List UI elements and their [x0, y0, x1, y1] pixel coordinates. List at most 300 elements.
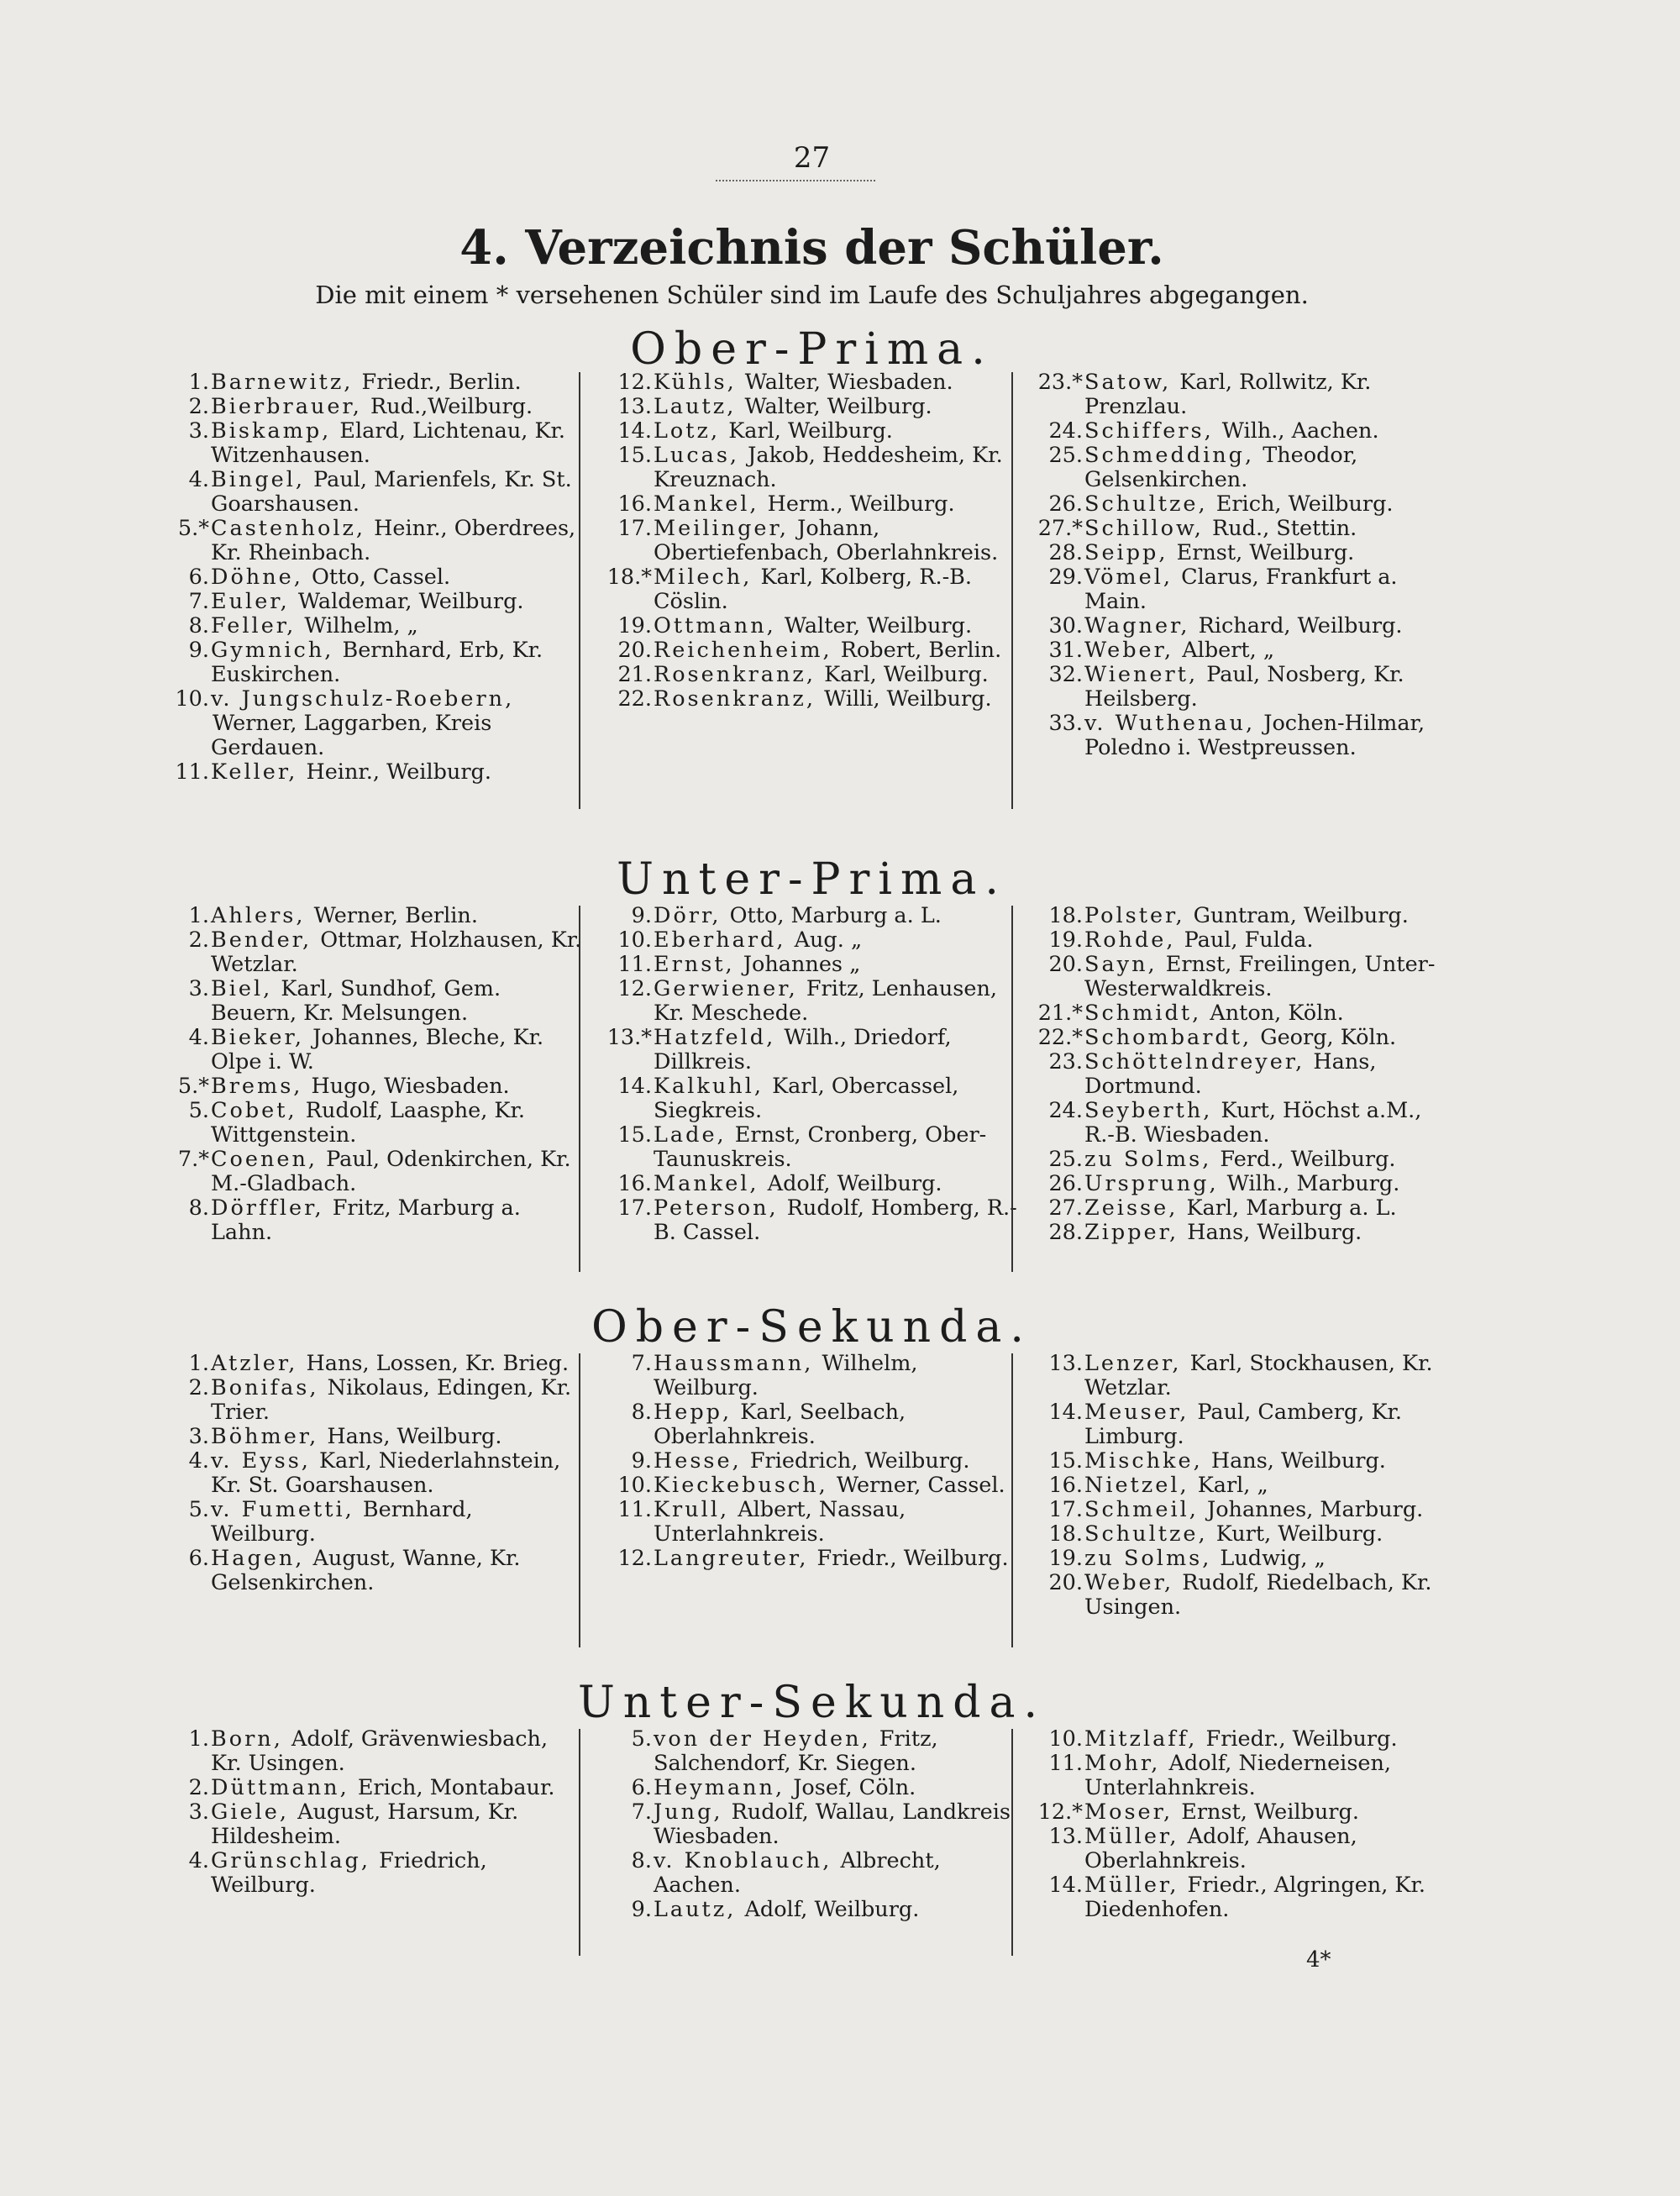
student-details: Karl, Weilburg. — [728, 418, 893, 444]
student-details: Wilh., Driedorf, Dillkreis. — [654, 1025, 952, 1074]
entry-number: 20. — [617, 638, 652, 663]
student-surname: Langreuter, — [654, 1546, 809, 1571]
entry-number: 30. — [1048, 613, 1083, 638]
student-entry — [1029, 1026, 1457, 1050]
student-entry — [598, 1449, 1026, 1474]
student-entry — [1029, 1571, 1457, 1620]
student-surname: Krull, — [654, 1497, 730, 1522]
student-details: Waldemar, Weilburg. — [297, 589, 524, 614]
entry-number: 23. — [1048, 1049, 1083, 1074]
student-surname: Meuser, — [1084, 1400, 1189, 1425]
student-details: Werner, Laggarben, Kreis Gerdauen. — [211, 711, 492, 760]
student-entry — [1029, 1099, 1457, 1148]
student-details: Kurt, Höchst a.M., R.-B. Wiesbaden. — [1084, 1098, 1422, 1148]
student-details: Karl, Seelbach, Oberlahnkreis. — [654, 1400, 906, 1449]
student-details: Werner, Berlin. — [313, 903, 478, 928]
entry-number: 22. — [617, 686, 652, 712]
student-surname: Rosenkranz, — [654, 662, 816, 687]
entry-number: 12. — [617, 370, 652, 395]
student-surname: Coenen, — [211, 1147, 318, 1172]
student-entry — [155, 614, 584, 638]
student-entry — [1029, 1474, 1457, 1498]
student-entry — [155, 1849, 584, 1898]
unter-sekunda-column-1 — [155, 1727, 584, 1898]
student-details: Karl, Rollwitz, Kr. Prenzlau. — [1084, 370, 1372, 419]
student-details: Kurt, Weilburg. — [1215, 1521, 1383, 1547]
student-details: Karl, „ — [1197, 1473, 1268, 1498]
student-details: Hugo, Wiesbaden. — [311, 1074, 510, 1099]
entry-number: 6. — [188, 1546, 209, 1571]
entry-number: 22.* — [1037, 1025, 1083, 1050]
student-details: Josef, Cöln. — [793, 1775, 916, 1800]
entry-number: 21. — [617, 662, 652, 687]
entry-number: 17. — [617, 1195, 652, 1221]
student-details: Paul, Nosberg, Kr. Heilsberg. — [1084, 662, 1404, 712]
student-surname: Ottmann, — [654, 613, 776, 638]
student-details: Johann, Obertiefenbach, Oberlahnkreis. — [654, 516, 999, 565]
student-details: Johannes „ — [743, 952, 861, 977]
entry-number: 11. — [617, 1497, 652, 1522]
entry-number: 26. — [1048, 1171, 1083, 1196]
student-details: Johannes, Marburg. — [1206, 1497, 1424, 1522]
entry-number: 10. — [617, 927, 652, 953]
student-details: Fritz, Salchendorf, Kr. Siegen. — [654, 1726, 938, 1776]
entry-number: 10. — [1048, 1726, 1083, 1752]
section-heading-unter-prima: Unter-Prima. — [617, 854, 1007, 905]
student-surname: Müller, — [1084, 1824, 1179, 1849]
entry-number: 25. — [1048, 1147, 1083, 1172]
entry-number: 4. — [188, 1448, 209, 1474]
student-details: Ernst, Cronberg, Ober-Taunuskreis. — [654, 1122, 987, 1172]
student-details: Werner, Cassel. — [836, 1473, 1005, 1498]
student-surname: Schombardt, — [1084, 1025, 1252, 1050]
entry-number: 32. — [1048, 662, 1083, 687]
entry-number: 11. — [175, 759, 209, 785]
student-entry — [1029, 565, 1457, 614]
student-surname: Wienert, — [1084, 662, 1199, 687]
entry-number: 18.* — [606, 565, 652, 590]
student-details: Rudolf, Riedelbach, Kr. Usingen. — [1084, 1570, 1432, 1620]
student-entry — [598, 663, 1026, 687]
student-details: Karl, Weilburg. — [824, 662, 989, 687]
student-surname: Peterson, — [654, 1195, 779, 1221]
entry-number: 7. — [188, 589, 209, 614]
student-entry — [598, 1898, 1026, 1922]
student-surname: Sayn, — [1084, 952, 1158, 977]
student-surname: v. Wuthenau, — [1084, 711, 1256, 736]
student-entry — [155, 1026, 584, 1074]
entry-number: 14. — [1048, 1873, 1083, 1898]
entry-number: 24. — [1048, 1098, 1083, 1123]
student-surname: Milech, — [654, 565, 753, 590]
column-divider — [1011, 1729, 1013, 1956]
student-surname: Euler, — [211, 589, 290, 614]
student-entry — [598, 928, 1026, 953]
student-entry — [155, 1074, 584, 1099]
entry-number: 13. — [617, 394, 652, 419]
student-surname: Hesse, — [654, 1448, 742, 1474]
student-surname: Hatzfeld, — [654, 1025, 776, 1050]
student-surname: Jung, — [654, 1799, 723, 1825]
student-surname: Dörffler, — [211, 1195, 324, 1221]
student-details: Ernst, Weilburg. — [1176, 540, 1355, 565]
student-surname: v. Knoblauch, — [654, 1848, 832, 1873]
student-details: Johannes, Bleche, Kr. Olpe i. W. — [211, 1025, 544, 1074]
column-divider — [1011, 1353, 1013, 1647]
entry-number: 2. — [188, 927, 209, 953]
entry-number: 15. — [617, 1122, 652, 1148]
student-entry — [155, 760, 584, 785]
student-details: Robert, Berlin. — [840, 638, 1002, 663]
student-entry — [598, 1849, 1026, 1898]
student-details: Friedr., Berlin. — [361, 370, 522, 395]
entry-number: 13. — [1048, 1824, 1083, 1849]
student-details: August, Harsum, Kr. Hildesheim. — [211, 1799, 519, 1849]
entry-number: 25. — [1048, 443, 1083, 468]
student-entry — [155, 1547, 584, 1595]
student-surname: Mankel, — [654, 491, 759, 517]
student-details: Guntram, Weilburg. — [1193, 903, 1409, 928]
student-entry — [155, 687, 584, 760]
student-entry — [155, 419, 584, 468]
student-details: Nikolaus, Edingen, Kr. Trier. — [211, 1375, 572, 1425]
student-details: Wilhelm, „ — [304, 613, 418, 638]
student-details: Hans, Weilburg. — [327, 1424, 502, 1449]
column-divider — [1011, 372, 1013, 809]
student-entry — [1029, 904, 1457, 928]
entry-number: 18. — [1048, 903, 1083, 928]
student-entry — [155, 1776, 584, 1800]
student-surname: Zeisse, — [1084, 1195, 1179, 1221]
column-divider — [1011, 906, 1013, 1272]
student-entry — [1029, 1547, 1457, 1571]
student-details: Walter, Weilburg. — [744, 394, 932, 419]
entry-number: 1. — [188, 903, 209, 928]
ober-sekunda-column-2 — [598, 1352, 1026, 1571]
student-surname: Lucas, — [654, 443, 740, 468]
student-details: Karl, Marburg a. L. — [1186, 1195, 1397, 1221]
entry-number: 33. — [1048, 711, 1083, 736]
student-details: Bernhard, Weilburg. — [211, 1497, 473, 1547]
student-entry — [598, 1074, 1026, 1123]
student-entry — [155, 977, 584, 1026]
entry-number: 3. — [188, 1799, 209, 1825]
column-divider — [579, 906, 580, 1272]
entry-number: 5.* — [177, 516, 209, 541]
entry-number: 5. — [188, 1098, 209, 1123]
student-details: Otto, Marburg a. L. — [729, 903, 942, 928]
student-surname: Schultze, — [1084, 491, 1208, 517]
entry-number: 6. — [188, 565, 209, 590]
student-details: Rudolf, Wallau, Landkreis Wiesbaden. — [654, 1799, 1011, 1849]
student-surname: Müller, — [1084, 1873, 1179, 1898]
ober-sekunda-column-1 — [155, 1352, 584, 1595]
student-surname: Bierbrauer, — [211, 394, 362, 419]
student-details: Karl, Stockhausen, Kr. Wetzlar. — [1084, 1351, 1433, 1400]
student-entry — [1029, 1172, 1457, 1196]
student-surname: Schöttelndreyer, — [1084, 1049, 1305, 1074]
student-entry — [1029, 444, 1457, 492]
student-surname: Giele, — [211, 1799, 289, 1825]
student-entry — [1029, 1752, 1457, 1800]
student-surname: Kalkuhl, — [654, 1074, 764, 1099]
entry-number: 7. — [631, 1351, 652, 1376]
student-details: Jakob, Heddesheim, Kr. Kreuznach. — [654, 443, 1003, 492]
student-surname: Düttmann, — [211, 1775, 349, 1800]
student-surname: Seipp, — [1084, 540, 1168, 565]
entry-number: 16. — [1048, 1473, 1083, 1498]
student-details: Karl, Sundhof, Gem. Beuern, Kr. Melsungen. — [211, 976, 501, 1026]
entry-number: 12.* — [1037, 1799, 1083, 1825]
unter-sekunda-column-2 — [598, 1727, 1026, 1922]
student-entry — [155, 1376, 584, 1425]
entry-number: 28. — [1048, 540, 1083, 565]
entry-number: 29. — [1048, 565, 1083, 590]
student-details: Hans, Dortmund. — [1084, 1049, 1377, 1099]
entry-number: 17. — [617, 516, 652, 541]
student-surname: Lautz, — [654, 394, 737, 419]
entry-number: 16. — [617, 491, 652, 517]
student-entry — [598, 977, 1026, 1026]
student-surname: Rohde, — [1084, 927, 1176, 953]
student-surname: Mischke, — [1084, 1448, 1203, 1474]
student-entry — [1029, 1352, 1457, 1400]
student-details: Rudolf, Homberg, R.-B. Cassel. — [654, 1195, 1017, 1245]
student-details: Jochen-Hilmar, Poledno i. Westpreussen. — [1084, 711, 1425, 760]
student-entry — [598, 1123, 1026, 1172]
student-details: Clarus, Frankfurt a. Main. — [1084, 565, 1398, 614]
student-entry — [598, 614, 1026, 638]
student-details: Ottmar, Holzhausen, Kr. Wetzlar. — [211, 927, 582, 977]
entry-number: 9. — [631, 1897, 652, 1922]
entry-number: 7. — [631, 1799, 652, 1825]
student-entry — [1029, 638, 1457, 663]
student-entry — [598, 419, 1026, 444]
student-entry — [155, 565, 584, 590]
student-entry — [598, 1400, 1026, 1449]
student-surname: Nietzel, — [1084, 1473, 1189, 1498]
entry-number: 1. — [188, 1351, 209, 1376]
section-heading-unter-sekunda: Unter-Sekunda. — [577, 1678, 1047, 1728]
section-heading-ober-prima: Ober-Prima. — [630, 324, 994, 375]
student-entry — [1029, 1522, 1457, 1547]
student-details: Albert, „ — [1182, 638, 1275, 663]
unter-sekunda-column-3 — [1029, 1727, 1457, 1922]
student-entry — [1029, 1050, 1457, 1099]
entry-number: 27. — [1048, 1195, 1083, 1221]
student-entry — [155, 1099, 584, 1148]
entry-number: 5.* — [177, 1074, 209, 1099]
student-entry — [155, 1727, 584, 1776]
student-details: Ludwig, „ — [1220, 1546, 1326, 1571]
entry-number: 5. — [188, 1497, 209, 1522]
entry-number: 15. — [617, 443, 652, 468]
entry-number: 1. — [188, 1726, 209, 1752]
student-surname: Barnewitz, — [211, 370, 354, 395]
student-details: Albert, Nassau, Unterlahnkreis. — [654, 1497, 906, 1547]
student-details: Albrecht, Aachen. — [654, 1848, 941, 1898]
student-surname: Brems, — [211, 1074, 303, 1099]
entry-number: 24. — [1048, 418, 1083, 444]
student-surname: Ursprung, — [1084, 1171, 1219, 1196]
student-entry — [598, 1352, 1026, 1400]
student-entry — [155, 468, 584, 517]
student-surname: Keller, — [211, 759, 298, 785]
student-entry — [598, 1776, 1026, 1800]
student-entry — [598, 1498, 1026, 1547]
entry-number: 14. — [617, 1074, 652, 1099]
entry-number: 12. — [617, 1546, 652, 1571]
entry-number: 4. — [188, 1025, 209, 1050]
entry-number: 11. — [1048, 1751, 1083, 1776]
student-details: Erich, Montabaur. — [357, 1775, 555, 1800]
entry-number: 2. — [188, 394, 209, 419]
student-surname: Bender, — [211, 927, 312, 953]
student-details: Paul, Odenkirchen, Kr. M.-Gladbach. — [211, 1147, 571, 1196]
entry-number: 2. — [188, 1775, 209, 1800]
student-entry — [1029, 928, 1457, 953]
student-entry — [155, 370, 584, 395]
student-entry — [1029, 492, 1457, 517]
student-surname: Satow, — [1084, 370, 1172, 395]
student-surname: Vömel, — [1084, 565, 1173, 590]
student-details: Erich, Weilburg. — [1215, 491, 1394, 517]
student-details: Heinr., Weilburg. — [306, 759, 491, 785]
student-entry — [155, 1800, 584, 1849]
student-details: Willi, Weilburg. — [824, 686, 992, 712]
student-entry — [598, 1172, 1026, 1196]
student-entry — [598, 904, 1026, 928]
entry-number: 8. — [188, 613, 209, 638]
student-entry — [155, 1425, 584, 1449]
student-entry — [1029, 712, 1457, 760]
student-entry — [598, 395, 1026, 419]
page-number: 27 — [793, 141, 831, 175]
entry-number: 12. — [617, 976, 652, 1001]
student-surname: zu Solms, — [1084, 1147, 1212, 1172]
student-entry — [155, 1449, 584, 1498]
student-entry — [598, 1026, 1026, 1074]
student-surname: Mankel, — [654, 1171, 759, 1196]
student-surname: v. Eyss, — [211, 1448, 311, 1474]
student-details: Wilh., Aachen. — [1221, 418, 1379, 444]
student-entry — [598, 638, 1026, 663]
student-details: Friedrich, Weilburg. — [211, 1848, 487, 1898]
student-details: Friedrich, Weilburg. — [749, 1448, 970, 1474]
ober-sekunda-column-3 — [1029, 1352, 1457, 1620]
student-entry — [598, 1547, 1026, 1571]
student-surname: Kühls, — [654, 370, 737, 395]
student-surname: Haussmann, — [654, 1351, 814, 1376]
entry-number: 3. — [188, 976, 209, 1001]
student-details: Adolf, Grävenwiesbach, Kr. Usingen. — [211, 1726, 549, 1776]
student-surname: Lautz, — [654, 1897, 737, 1922]
student-details: Elard, Lichtenau, Kr. Witzenhausen. — [211, 418, 565, 468]
student-entry — [598, 565, 1026, 614]
entry-number: 13. — [1048, 1351, 1083, 1376]
sheet-signature: 4* — [1306, 1947, 1331, 1973]
student-surname: Schultze, — [1084, 1521, 1208, 1547]
student-surname: Schillow, — [1084, 516, 1204, 541]
student-details: Paul, Fulda. — [1184, 927, 1314, 953]
student-surname: Grünschlag, — [211, 1848, 370, 1873]
student-details: Theodor, Gelsenkirchen. — [1084, 443, 1358, 492]
student-surname: Mohr, — [1084, 1751, 1161, 1776]
student-surname: Hepp, — [654, 1400, 732, 1425]
student-surname: Cobet, — [211, 1098, 297, 1123]
student-details: Rudolf, Laasphe, Kr. Wittgenstein. — [211, 1098, 525, 1148]
entry-number: 27.* — [1037, 516, 1083, 541]
student-details: Hans, Weilburg. — [1187, 1220, 1362, 1245]
student-entry — [598, 1474, 1026, 1498]
unter-prima-column-3 — [1029, 904, 1457, 1245]
student-entry — [155, 904, 584, 928]
entry-number: 13.* — [606, 1025, 652, 1050]
student-details: Rud., Stettin. — [1212, 516, 1357, 541]
student-details: Hans, Lossen, Kr. Brieg. — [306, 1351, 570, 1376]
student-surname: Schmedding, — [1084, 443, 1255, 468]
student-details: Wilhelm, Weilburg. — [654, 1351, 918, 1400]
student-entry — [598, 1727, 1026, 1776]
student-surname: Bonifas, — [211, 1375, 319, 1400]
student-details: Walter, Weilburg. — [784, 613, 973, 638]
student-details: Adolf, Weilburg. — [767, 1171, 942, 1196]
student-entry — [155, 928, 584, 977]
entry-number: 9. — [631, 1448, 652, 1474]
student-details: Karl, Niederlahnstein, Kr. St. Goarshausen. — [211, 1448, 561, 1498]
student-surname: Meilinger, — [654, 516, 789, 541]
student-entry — [598, 517, 1026, 565]
student-entry — [1029, 541, 1457, 565]
student-entry — [155, 1196, 584, 1245]
student-entry — [155, 517, 584, 565]
student-entry — [1029, 663, 1457, 712]
student-surname: Zipper, — [1084, 1220, 1179, 1245]
student-entry — [1029, 953, 1457, 1001]
student-surname: Bingel, — [211, 467, 305, 492]
student-surname: Rosenkranz, — [654, 686, 816, 712]
unter-prima-column-1 — [155, 904, 584, 1245]
student-surname: Kieckebusch, — [654, 1473, 828, 1498]
entry-number: 9. — [631, 903, 652, 928]
student-details: Friedr., Weilburg. — [1205, 1726, 1398, 1752]
student-surname: zu Solms, — [1084, 1546, 1212, 1571]
entry-number: 1. — [188, 370, 209, 395]
student-details: Hans, Weilburg. — [1210, 1448, 1386, 1474]
student-surname: Schiffers, — [1084, 418, 1214, 444]
entry-number: 8. — [631, 1400, 652, 1425]
student-entry — [598, 687, 1026, 712]
entry-number: 6. — [631, 1775, 652, 1800]
student-surname: Hagen, — [211, 1546, 305, 1571]
entry-number: 15. — [1048, 1448, 1083, 1474]
entry-number: 2. — [188, 1375, 209, 1400]
student-surname: Polster, — [1084, 903, 1185, 928]
student-entry — [155, 1352, 584, 1376]
column-divider — [579, 1353, 580, 1647]
student-surname: Gymnich, — [211, 638, 334, 663]
student-entry — [1029, 1221, 1457, 1245]
student-surname: Weber, — [1084, 1570, 1174, 1595]
student-surname: Weber, — [1084, 638, 1174, 663]
student-surname: Biskamp, — [211, 418, 332, 444]
student-entry — [1029, 1196, 1457, 1221]
student-entry — [598, 1800, 1026, 1849]
entry-number: 8. — [188, 1195, 209, 1221]
student-details: Anton, Köln. — [1210, 1001, 1344, 1026]
student-entry — [1029, 614, 1457, 638]
student-details: Richard, Weilburg. — [1198, 613, 1403, 638]
